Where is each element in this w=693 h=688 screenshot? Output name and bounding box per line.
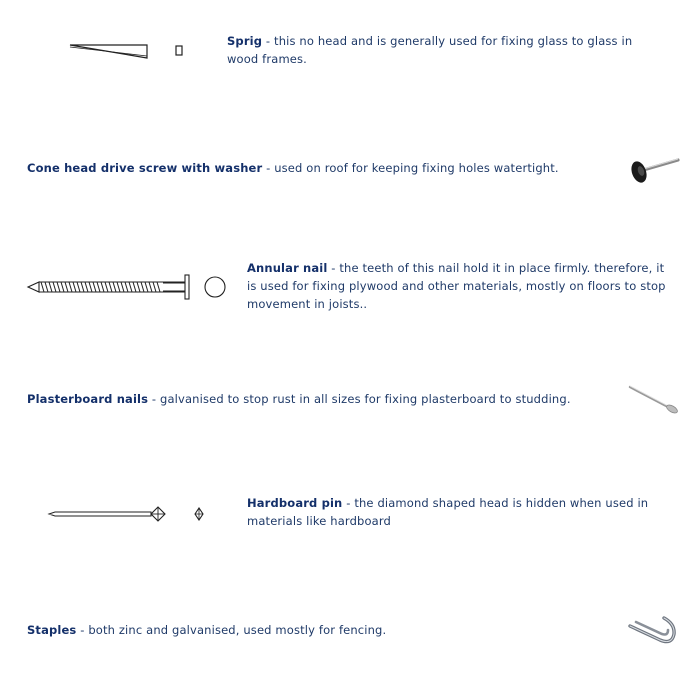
item-hardboard-pin <box>247 494 677 530</box>
item-plasterboard-nails <box>27 390 607 408</box>
item-description: - the teeth of this nail hold it in place firmly. therefore, it is used for fixing plywood and other materials, mostly on floors to stop movement in joists.. <box>247 261 666 311</box>
sprig-icon <box>68 40 188 64</box>
item-cone-head-screw <box>27 159 607 177</box>
annular-nail-icon <box>25 272 231 302</box>
item-title: Cone head drive screw with washer <box>27 161 263 175</box>
item-description: - used on roof for keeping fixing holes watertight. <box>262 161 559 175</box>
staple-icon <box>624 612 680 648</box>
item-description: - the diamond shaped head is hidden when used in materials like hardboard <box>247 496 649 528</box>
hardboard-pin-icon <box>47 503 207 525</box>
cone-head-screw-icon <box>626 154 682 188</box>
plasterboard-nail-icon <box>626 382 680 416</box>
item-staples <box>27 621 607 639</box>
item-title: Sprig <box>227 34 263 48</box>
item-sprig <box>227 32 667 68</box>
item-title: Hardboard pin <box>247 496 343 510</box>
item-title: Staples <box>27 623 77 637</box>
item-description: - galvanised to stop rust in all sizes for fixing plasterboard to studding. <box>148 392 571 406</box>
item-title: Annular nail <box>247 261 328 275</box>
item-title: Plasterboard nails <box>27 392 149 406</box>
item-description: - both zinc and galvanised, used mostly for fencing. <box>76 623 387 637</box>
item-annular-nail <box>247 259 677 313</box>
item-description: - this no head and is generally used for fixing glass to glass in wood frames. <box>227 34 633 66</box>
